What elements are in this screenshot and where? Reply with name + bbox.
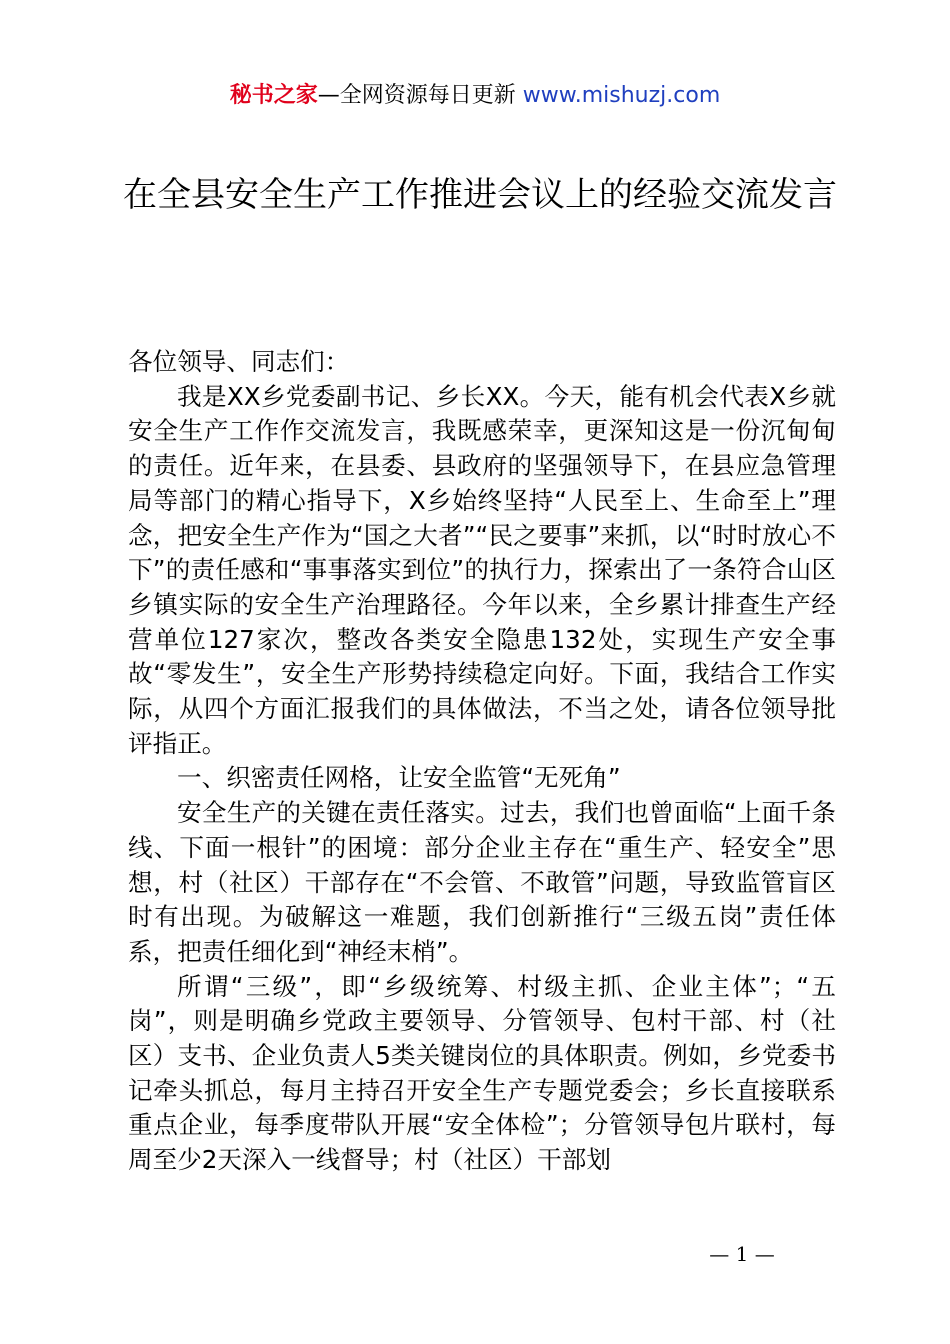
banner-url-link[interactable]: www.mishuzj.com [522, 83, 721, 108]
paragraph-three-levels: 所谓“三级”，即“乡级统筹、村级主抓、企业主体”；“五岗”，则是明确乡党政主要领导、分管领导、包村干部、村（社区）支书、企业负责人5类关键岗位的具体职责。例如，乡党委书记牵头抓总，每月主持召开安全生产专题党委会；乡长直接联系重点企业，每季度带队开展“安全体检”；分管领导包片联村，每周至少2天深入一线督导；村（社区）干部划 [128, 971, 836, 1175]
page-number: — 1 — [709, 1242, 775, 1266]
site-banner [0, 80, 950, 112]
paragraph-responsibility: 安全生产的关键在责任落实。过去，我们也曾面临“上面千条线、下面一根针”的困境：部分企业主存在“重生产、轻安全”思想，村（社区）干部存在“不会管、不敢管”问题，导致监管盲区时有出现。为破解这一难题，我们创新推行“三级五岗”责任体系，把责任细化到“神经末梢”。 [128, 798, 836, 966]
document-body [128, 345, 836, 1178]
section-heading-1: 一、织密责任网格，让安全监管“无死角” [177, 763, 621, 793]
banner-brand: 秘书之家 [229, 83, 318, 108]
document-title: 在全县安全生产工作推进会议上的经验交流发言 [123, 175, 837, 215]
paragraph-intro: 我是XX乡党委副书记、乡长XX。今天，能有机会代表X乡就安全生产工作作交流发言，我既感荣幸，更深知这是一份沉甸甸的责任。近年来，在县委、县政府的坚强领导下，在县应急管理局等部门的精心指导下，X乡始终坚持“人民至上、生命至上”理念，把安全生产作为“国之大者”“民之要事”来抓，以“时时放心不下”的责任感和“事事落实到位”的执行力，探索出了一条符合山区乡镇实际的安全生产治理路径。今年以来，全乡累计排查生产经营单位127家次，整改各类安全隐患132处，实现生产安全事故“零发生”，安全生产形势持续稳定向好。下面，我结合工作实际，从四个方面汇报我们的具体做法，不当之处，请各位领导批评指正。 [128, 381, 836, 758]
salutation: 各位领导、同志们： [128, 347, 350, 376]
banner-tagline: —全网资源每日更新 [317, 83, 523, 108]
